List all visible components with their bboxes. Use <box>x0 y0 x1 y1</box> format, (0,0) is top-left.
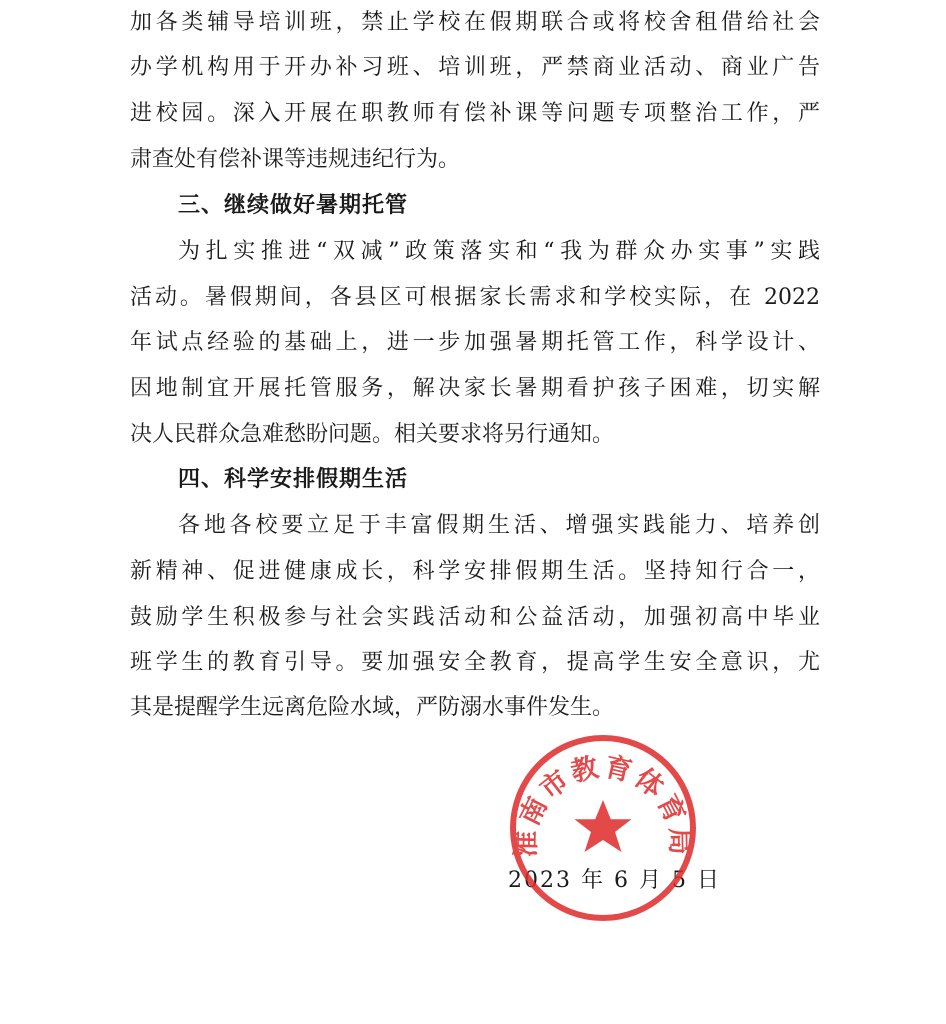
official-seal <box>505 730 701 926</box>
body-line: 加各类辅导培训班，禁止学校在假期联合或将校舍租借给社会 <box>130 10 820 35</box>
body-line: 肃查处有偿补课等违规违纪行为。 <box>130 147 461 172</box>
section-heading-4: 四、科学安排假期生活 <box>178 467 409 492</box>
body-line: 其是提醒学生远离危险水域，严防溺水事件发生。 <box>130 695 615 720</box>
section-heading-3: 三、继续做好暑期托管 <box>178 193 409 218</box>
body-line: 因地制宜开展托管服务，解决家长暑期看护孩子困难，切实解 <box>130 376 820 401</box>
body-line: 决人民群众急难愁盼问题。相关要求将另行通知。 <box>130 422 615 447</box>
body-line: 各地各校要立足于丰富假期生活、增强实践能力、培养创 <box>178 513 820 538</box>
body-line: 班学生的教育引导。要加强安全教育，提高学生安全意识，尤 <box>130 650 820 675</box>
document-date: 2023 年 6 月 5 日 <box>508 868 721 893</box>
seal-stamp-icon <box>505 730 701 926</box>
seal-star-icon <box>575 800 632 852</box>
body-line: 年试点经验的基础上，进一步加强暑期托管工作，科学设计、 <box>130 330 820 355</box>
body-line: 进校园。深入开展在职教师有偿补课等问题专项整治工作，严 <box>130 101 820 126</box>
body-line: 鼓励学生积极参与社会实践活动和公益活动，加强初高中毕业 <box>130 605 820 630</box>
seal-text: 淮南市教育体育局 <box>510 751 696 859</box>
body-line: 办学机构用于开办补习班、培训班，严禁商业活动、商业广告 <box>130 55 820 80</box>
body-line: 活动。暑假期间，各县区可根据家长需求和学校实际，在 2022 <box>130 285 820 310</box>
body-line: 为扎实推进“双减”政策落实和“我为群众办实事”实践 <box>178 239 820 264</box>
body-line: 新精神、促进健康成长，科学安排假期生活。坚持知行合一， <box>130 559 820 584</box>
